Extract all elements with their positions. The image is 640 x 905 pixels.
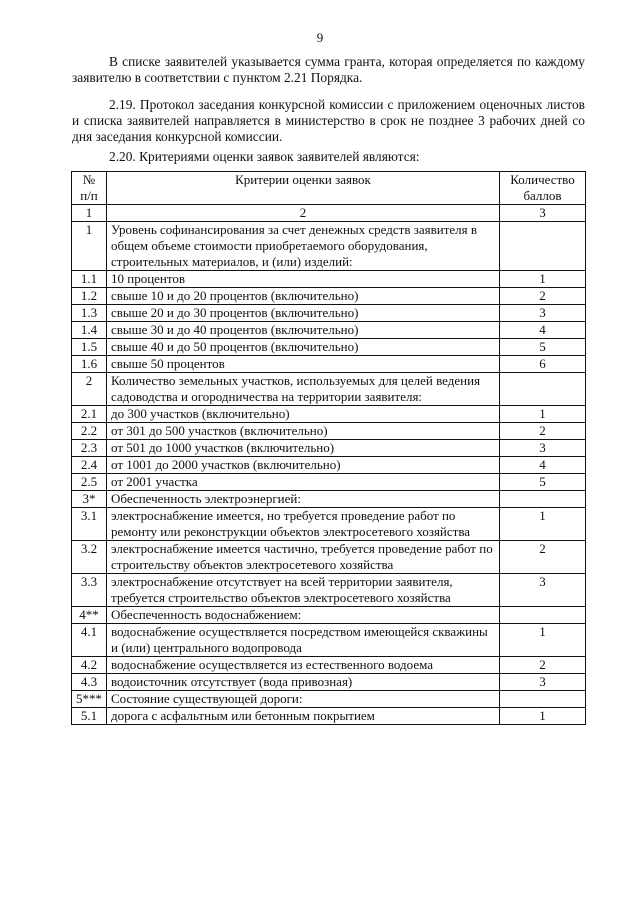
- row-number: 3*: [72, 491, 107, 508]
- row-criterion: от 2001 участка: [107, 474, 500, 491]
- row-number: 1.2: [72, 288, 107, 305]
- table-row: [72, 708, 586, 725]
- row-number: 1.3: [72, 305, 107, 322]
- column-numbers-row: [72, 205, 586, 222]
- row-points: 4: [500, 457, 586, 474]
- table-row: [72, 271, 586, 288]
- row-criterion: электроснабжение имеется частично, требуется проведение работ по строительству объектов электросетевого хозяйства: [107, 541, 500, 574]
- header-criteria: Критерии оценки заявок: [107, 172, 500, 205]
- table-row: [72, 674, 586, 691]
- table-header-row: [72, 172, 586, 205]
- paragraph-grant-amount: В списке заявителей указывается сумма гранта, которая определяется по каждому заявителю в соответствии с пунктом 2.21 Порядка.: [72, 54, 585, 85]
- row-criterion: водоснабжение осуществляется из естественного водоема: [107, 657, 500, 674]
- row-number: 3.3: [72, 574, 107, 607]
- row-points: 1: [500, 508, 586, 541]
- row-criterion: от 1001 до 2000 участков (включительно): [107, 457, 500, 474]
- row-points: 3: [500, 674, 586, 691]
- row-criterion: свыше 30 и до 40 процентов (включительно): [107, 322, 500, 339]
- row-points: 2: [500, 423, 586, 440]
- row-number: 4.2: [72, 657, 107, 674]
- row-number: 4.3: [72, 674, 107, 691]
- row-criterion: Состояние существующей дороги:: [107, 691, 500, 708]
- page-number: 9: [316, 30, 324, 45]
- row-points: [500, 491, 586, 508]
- row-criterion: Уровень софинансирования за счет денежных средств заявителя в общем объеме стоимости приобретаемого оборудования, строительных материалов, и (или) изделий:: [107, 222, 500, 271]
- row-points: 3: [500, 305, 586, 322]
- row-criterion: дорога с асфальтным или бетонным покрытием: [107, 708, 500, 725]
- table-row: [72, 373, 586, 406]
- row-number: 4.1: [72, 624, 107, 657]
- row-number: 2.2: [72, 423, 107, 440]
- row-number: 1.4: [72, 322, 107, 339]
- table-row: [72, 423, 586, 440]
- paragraph-2-20: 2.20. Критериями оценки заявок заявителей являются:: [109, 149, 420, 164]
- row-criterion: электроснабжение отсутствует на всей территории заявителя, требуется строительство объектов электросетевого хозяйства: [107, 574, 500, 607]
- table-row: [72, 491, 586, 508]
- table-row: [72, 288, 586, 305]
- row-points: 5: [500, 474, 586, 491]
- table-row: [72, 607, 586, 624]
- row-points: [500, 222, 586, 271]
- row-criterion: свыше 50 процентов: [107, 356, 500, 373]
- table-row: [72, 322, 586, 339]
- row-points: 1: [500, 624, 586, 657]
- row-criterion: Количество земельных участков, используемых для целей ведения садоводства и огородничества на территории заявителя:: [107, 373, 500, 406]
- row-criterion: электроснабжение имеется, но требуется проведение работ по ремонту или реконструкции объектов электросетевого хозяйства: [107, 508, 500, 541]
- row-number: 3.1: [72, 508, 107, 541]
- row-points: [500, 691, 586, 708]
- table-row: [72, 222, 586, 271]
- row-criterion: 10 процентов: [107, 271, 500, 288]
- table-row: [72, 406, 586, 423]
- row-criterion: свыше 20 и до 30 процентов (включительно): [107, 305, 500, 322]
- table-row: [72, 657, 586, 674]
- paragraph-2-19: 2.19. Протокол заседания конкурсной комиссии с приложением оценочных листов и списка заявителей направляется в министерство в срок не позднее 3 рабочих дней со дня заседания конкурсной комиссии.: [72, 97, 585, 144]
- row-criterion: до 300 участков (включительно): [107, 406, 500, 423]
- column-number-1: 1: [72, 205, 107, 222]
- row-number: 1.1: [72, 271, 107, 288]
- row-number: 2: [72, 373, 107, 406]
- column-number-3: 3: [500, 205, 586, 222]
- row-number: 4**: [72, 607, 107, 624]
- table-row: [72, 624, 586, 657]
- row-criterion: водоснабжение осуществляется посредством имеющейся скважины и (или) центрального водопровода: [107, 624, 500, 657]
- row-number: 5.1: [72, 708, 107, 725]
- table-row: [72, 305, 586, 322]
- row-criterion: от 301 до 500 участков (включительно): [107, 423, 500, 440]
- row-number: 5***: [72, 691, 107, 708]
- row-points: 2: [500, 541, 586, 574]
- table-row: [72, 541, 586, 574]
- table-row: [72, 691, 586, 708]
- row-points: 5: [500, 339, 586, 356]
- row-number: 2.3: [72, 440, 107, 457]
- row-number: 1: [72, 222, 107, 271]
- table-row: [72, 339, 586, 356]
- row-number: 1.5: [72, 339, 107, 356]
- table-row: [72, 474, 586, 491]
- row-points: [500, 607, 586, 624]
- table-row: [72, 440, 586, 457]
- row-criterion: свыше 10 и до 20 процентов (включительно): [107, 288, 500, 305]
- row-criterion: водоисточник отсутствует (вода привозная): [107, 674, 500, 691]
- row-points: 4: [500, 322, 586, 339]
- row-points: 3: [500, 574, 586, 607]
- table-row: [72, 356, 586, 373]
- header-points: Количество баллов: [500, 172, 586, 205]
- row-points: 2: [500, 657, 586, 674]
- row-points: 1: [500, 708, 586, 725]
- table-row: [72, 457, 586, 474]
- row-points: 6: [500, 356, 586, 373]
- header-num: № п/п: [72, 172, 107, 205]
- row-points: [500, 373, 586, 406]
- table-row: [72, 574, 586, 607]
- row-number: 1.6: [72, 356, 107, 373]
- row-criterion: Обеспеченность электроэнергией:: [107, 491, 500, 508]
- row-number: 2.4: [72, 457, 107, 474]
- row-points: 2: [500, 288, 586, 305]
- row-points: 3: [500, 440, 586, 457]
- row-number: 2.5: [72, 474, 107, 491]
- criteria-table: [71, 171, 586, 725]
- row-number: 3.2: [72, 541, 107, 574]
- table-row: [72, 508, 586, 541]
- row-number: 2.1: [72, 406, 107, 423]
- column-number-2: 2: [107, 205, 500, 222]
- row-criterion: Обеспеченность водоснабжением:: [107, 607, 500, 624]
- row-points: 1: [500, 271, 586, 288]
- row-criterion: свыше 40 и до 50 процентов (включительно): [107, 339, 500, 356]
- row-criterion: от 501 до 1000 участков (включительно): [107, 440, 500, 457]
- row-points: 1: [500, 406, 586, 423]
